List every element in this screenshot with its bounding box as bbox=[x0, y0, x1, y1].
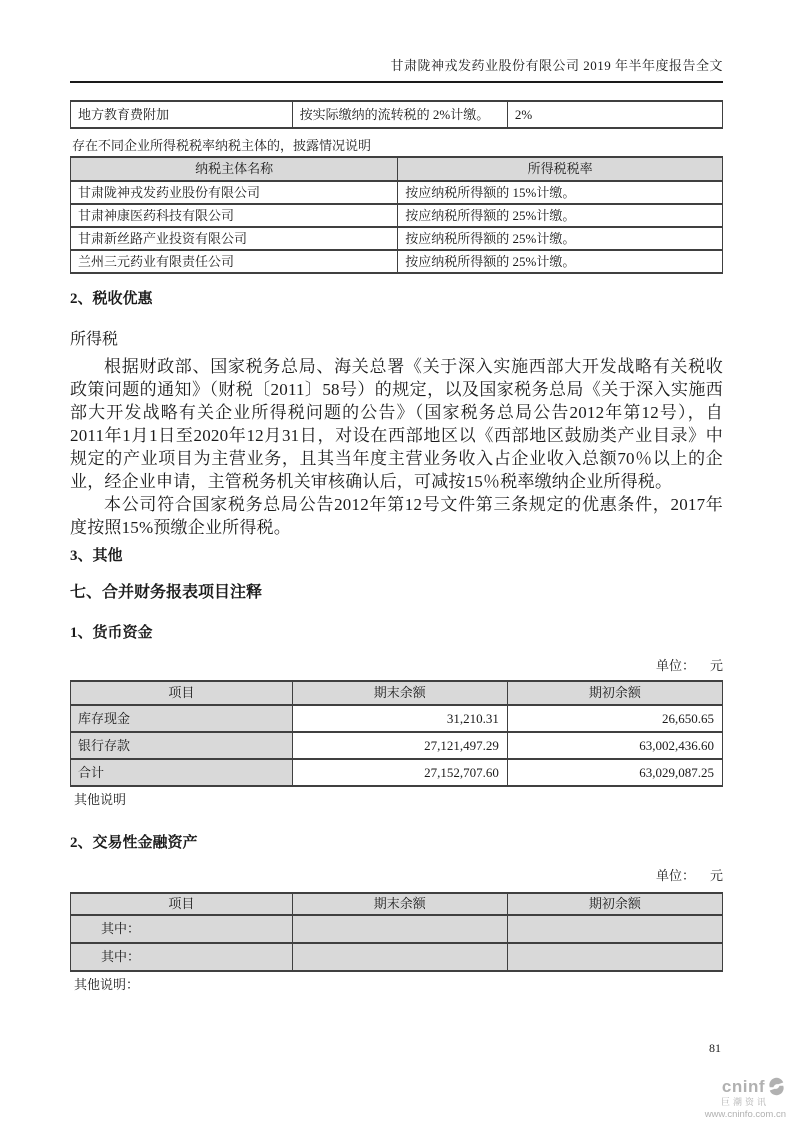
tax-incentive-paragraph: 根据财政部、国家税务总局、海关总署《关于深入实施西部大开发战略有关税收政策问题的通知》（财税〔2011〕58号）的规定，以及国家税务总局《关于深入实施西部大开发战略有关企业所得税问题的公告》（国家税务总局公告2012年第12号），自2011年1月1日至2020年12月31日，对设在西部地区以《西部地区鼓励类产业目录》中规定的产业项目为主营业务，且其当年度主营业务收入占企业收入总额70％以上的企业，经企业申请，主管税务机关审核确认后，可减按15％税率缴纳企业所得税。 bbox=[70, 357, 723, 491]
table-row bbox=[71, 705, 723, 732]
table-cell-rate: 按应纳税所得额的 15%计缴。 bbox=[398, 181, 723, 204]
column-header-entity: 纳税主体名称 bbox=[71, 157, 398, 181]
column-header-rate: 所得税税率 bbox=[398, 157, 723, 181]
table-row bbox=[71, 227, 723, 250]
cninfo-url: www.cninfo.com.cn bbox=[704, 1109, 786, 1120]
section-title-trading: 2、交易性金融资产 bbox=[70, 835, 198, 851]
income-tax-subtitle: 所得税 bbox=[70, 331, 119, 348]
table-row bbox=[71, 101, 723, 128]
table-row bbox=[71, 759, 723, 786]
table-cell-item: 其中： bbox=[71, 943, 293, 971]
table-cell-ending: 31,210.31 bbox=[292, 705, 507, 732]
table-cell-rate: 按应纳税所得额的 25%计缴。 bbox=[398, 204, 723, 227]
report-title: 甘肃陇神戎发药业股份有限公司 2019 年半年度报告全文 bbox=[390, 58, 723, 73]
section-title-tax-incentives: 2、税收优惠 bbox=[70, 291, 153, 307]
section-title-consolidated-notes: 七、合并财务报表项目注释 bbox=[70, 584, 263, 601]
table-cell-entity: 甘肃新丝路产业投资有限公司 bbox=[71, 227, 398, 250]
tax-incentive-paragraph: 本公司符合国家税务总局公告2012年第12号文件第三条规定的优惠条件，2017年度按照15%预缴企业所得税。 bbox=[70, 495, 723, 537]
cash-footnote: 其他说明 bbox=[74, 792, 127, 807]
section-title-other: 3、其他 bbox=[70, 548, 123, 564]
tax-entities-table bbox=[70, 156, 723, 274]
table-row bbox=[71, 943, 723, 971]
cninfo-logo-top bbox=[686, 1077, 786, 1096]
unit-label: 单位： bbox=[655, 868, 695, 883]
table-row bbox=[71, 204, 723, 227]
table-cell-item: 其中： bbox=[71, 915, 293, 943]
column-header-beginning-balance: 期初余额 bbox=[507, 681, 722, 705]
table-cell-ending: 27,152,707.60 bbox=[292, 759, 507, 786]
column-header-beginning-balance: 期初余额 bbox=[507, 893, 722, 915]
cninfo-logo bbox=[686, 1077, 786, 1120]
table-cell-beginning: 63,029,087.25 bbox=[507, 759, 722, 786]
cash-table bbox=[70, 680, 723, 787]
table-cell-item: 合计 bbox=[71, 759, 293, 786]
table-cell-rate: 按应纳税所得额的 25%计缴。 bbox=[398, 250, 723, 273]
table-header-row bbox=[71, 681, 723, 705]
cninfo-swirl-icon bbox=[767, 1077, 786, 1096]
table-cell-rate: 按应纳税所得额的 25%计缴。 bbox=[398, 227, 723, 250]
column-header-ending-balance: 期末余额 bbox=[292, 681, 507, 705]
column-header-ending-balance: 期末余额 bbox=[292, 893, 507, 915]
page-number: 81 bbox=[709, 1041, 721, 1055]
table-cell-entity: 甘肃神康医药科技有限公司 bbox=[71, 204, 398, 227]
table-cell-beginning: 63,002,436.60 bbox=[507, 732, 722, 759]
table-row bbox=[71, 732, 723, 759]
cninfo-brand-text: cninf bbox=[721, 1077, 765, 1096]
table-cell-entity: 兰州三元药业有限责任公司 bbox=[71, 250, 398, 273]
disclosure-note: 存在不同企业所得税税率纳税主体的，披露情况说明 bbox=[72, 138, 372, 153]
unit-line bbox=[70, 868, 723, 883]
table-cell-tax-basis: 按实际缴纳的流转税的 2%计缴。 bbox=[292, 101, 507, 128]
table-row bbox=[71, 915, 723, 943]
table-cell-ending: 27,121,497.29 bbox=[292, 732, 507, 759]
table-header-row bbox=[71, 893, 723, 915]
column-header-item: 项目 bbox=[71, 893, 293, 915]
table-cell-ending bbox=[292, 915, 507, 943]
table-cell-beginning: 26,650.65 bbox=[507, 705, 722, 732]
table-cell-tax-name: 地方教育费附加 bbox=[71, 101, 293, 128]
unit-line bbox=[70, 658, 723, 673]
table-cell-beginning bbox=[507, 943, 722, 971]
section-title-cash: 1、货币资金 bbox=[70, 625, 153, 641]
trading-assets-table bbox=[70, 892, 723, 972]
table-cell-ending bbox=[292, 943, 507, 971]
table-cell-beginning bbox=[507, 915, 722, 943]
table-cell-item: 银行存款 bbox=[71, 732, 293, 759]
table-row bbox=[71, 250, 723, 273]
table-cell-item: 库存现金 bbox=[71, 705, 293, 732]
unit-label: 单位： bbox=[655, 658, 695, 673]
unit-value: 元 bbox=[709, 658, 723, 673]
table-cell-tax-rate: 2% bbox=[507, 101, 722, 128]
surtax-table bbox=[70, 100, 723, 129]
trading-footnote: 其他说明： bbox=[74, 977, 140, 992]
table-row bbox=[71, 181, 723, 204]
page-header bbox=[70, 0, 723, 83]
table-cell-entity: 甘肃陇神戎发药业股份有限公司 bbox=[71, 181, 398, 204]
unit-value: 元 bbox=[709, 868, 723, 883]
cninfo-chinese-name: 巨潮资讯 bbox=[720, 1097, 769, 1107]
column-header-item: 项目 bbox=[71, 681, 293, 705]
table-header-row bbox=[71, 157, 723, 181]
